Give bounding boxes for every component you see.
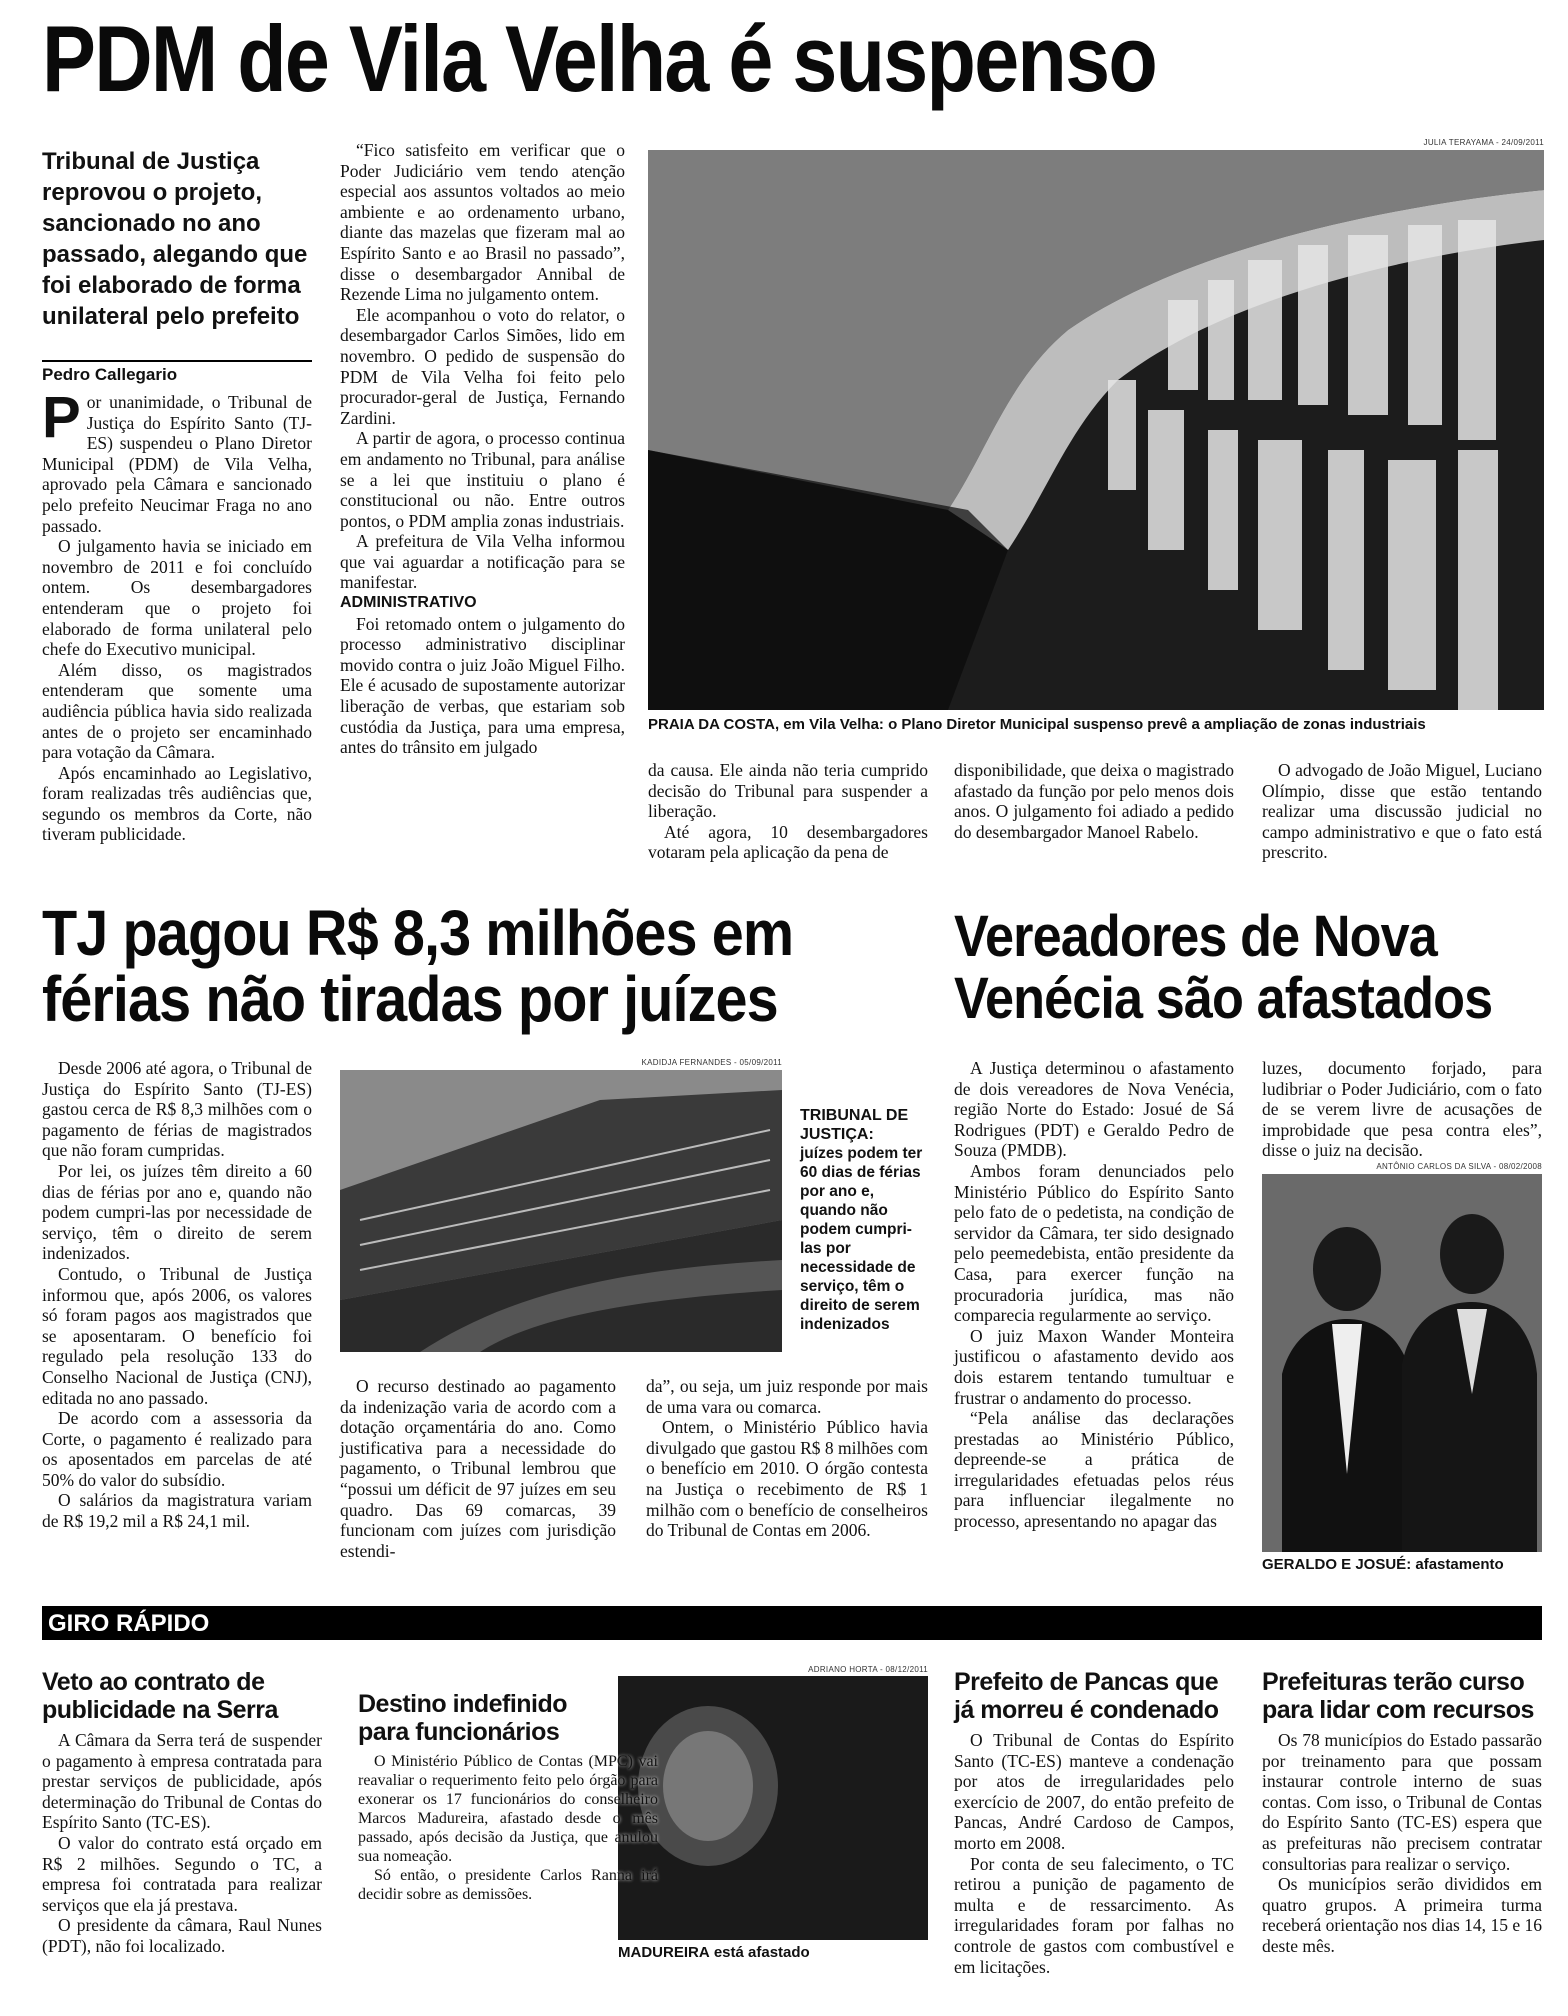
title-line: Prefeituras terão curso bbox=[1262, 1668, 1525, 1696]
paragraph: Foi retomado ontem o julgamento do processo administrativo disciplinar movido contra o juiz João Miguel Filho. Ele é acusado de supostamente autorizar liberação de verbas, que estariam sob custódia da Justiça, para uma empresa, antes do trânsito em julgado bbox=[340, 613, 625, 758]
vereadores-headline bbox=[954, 906, 1512, 1030]
paragraph: Além disso, os magistrados entenderam que somente uma audiência pública havia sido realizada antes de o projeto ser encaminhado para votação da Câmara. bbox=[42, 659, 312, 763]
giro-rapido-bar bbox=[42, 1606, 1542, 1640]
paragraph: O juiz Maxon Wander Monteira justificou o afastamento devido aos dois estarem tentando tumultuar e frustrar o andamento do processo. bbox=[954, 1325, 1234, 1408]
giro-item-4-body bbox=[1262, 1730, 1542, 1957]
vereadores-column-2 bbox=[1262, 1058, 1542, 1161]
ferias-sidebar-caption bbox=[800, 1106, 930, 1334]
section-label: GIRO RÁPIDO bbox=[48, 1610, 210, 1637]
paragraph: A partir de agora, o processo continua em andamento no Tribunal, para análise se a lei que instituiu o plano é constitucional ou não. Entre outros pontos, o PDM amplia zonas industriais. bbox=[340, 428, 625, 531]
photo-credit: ADRIANO HORTA - 08/12/2011 bbox=[808, 1665, 928, 1674]
paragraph: O salários da magistratura variam de R$ 19,2 mil a R$ 24,1 mil. bbox=[42, 1490, 312, 1532]
paragraph: disponibilidade, que deixa o magistrado afastado da função por pelo menos dois anos. O julgamento foi adiado a pedido do desembargador Manoel Rabelo. bbox=[954, 760, 1234, 842]
caption-lead: PRAIA DA COSTA bbox=[648, 716, 775, 733]
deck-line: Tribunal de Justiça bbox=[42, 148, 260, 175]
ferias-column-1 bbox=[42, 1058, 312, 1532]
paragraph: Os 78 municípios do Estado passarão por treinamento para que possam instaurar controle interno de suas contas. Com isso, o Tribunal de Contas do Espírito Santo (TC-ES) espera que as prefeituras não precisem contratar consultorias para realizar o serviço. bbox=[1262, 1730, 1542, 1874]
deck-line: foi elaborado de forma bbox=[42, 272, 301, 299]
paragraph: De acordo com a assessoria da Corte, o pagamento é realizado para os aposentados em parcelas de até 50% do valor do subsídio. bbox=[42, 1408, 312, 1490]
giro-item-2-title bbox=[358, 1690, 658, 1746]
paragraph: O Tribunal de Contas do Espírito Santo (TC-ES) manteve a condenação por atos de irregularidades pelo exercício de 2007, do então prefeito de Pancas, André Cardoso de Campos, morto em 2008. bbox=[954, 1730, 1234, 1853]
sidebar-caption-text: juízes podem ter 60 dias de férias por ano e, quando não podem cumpri-las por necessidade de serviço, têm o direito de serem indenizados bbox=[800, 1145, 923, 1333]
title-line: Destino indefinido bbox=[358, 1690, 568, 1718]
two-men-illustration bbox=[1262, 1174, 1542, 1552]
title-line: Veto ao contrato de bbox=[42, 1668, 265, 1696]
paragraph: Por conta de seu falecimento, o TC retirou a punição de pagamento de multa e de ressarcimento. As irregularidades foram por falhas no controle de gastos com combustível e em licitações. bbox=[954, 1853, 1234, 1977]
paragraph: Ontem, o Ministério Público havia divulgado que gastou R$ 8 milhões com o benefício em 2010. O órgão contesta na Justiça o recebimento de R$ 1 milhão com o benefício de conselheiros do Tribunal de Contas em 2006. bbox=[646, 1417, 928, 1541]
paragraph: O advogado de João Miguel, Luciano Olímpio, disse que estão tentando realizar uma discussão judicial no campo administrativo e que o fato está prescrito. bbox=[1262, 760, 1542, 863]
giro-item-1-body bbox=[42, 1730, 322, 1957]
paragraph: “Fico satisfeito em verificar que o Poder Judiciário vem tendo atenção especial aos assuntos voltados ao meio ambiente e ao ordenamento urbano, diante das mazelas que fizeram mal ao Espírito Santo e ao Brasil no passado”, disse o desembargador Annibal de Rezende Lima no julgamento ontem. bbox=[340, 140, 625, 305]
ferias-column-3 bbox=[646, 1376, 928, 1541]
main-column-1 bbox=[42, 385, 312, 845]
paragraph: da”, ou seja, um juiz responde por mais de uma vara ou comarca. bbox=[646, 1376, 928, 1417]
paragraph: da causa. Ele ainda não teria cumprido decisão do Tribunal para suspender a liberação. bbox=[648, 760, 928, 822]
paragraph: Após encaminhado ao Legislativo, foram realizadas três audiências que, segundo os membros da Corte, não tiveram publicidade. bbox=[42, 762, 312, 845]
deck-line: reprovou o projeto, bbox=[42, 179, 263, 206]
paragraph: A prefeitura de Vila Velha informou que vai aguardar a notificação para se manifestar. bbox=[340, 531, 625, 593]
deck-line: passado, alegando que bbox=[42, 241, 308, 268]
caption-text: , em Vila Velha: o Plano Diretor Municipal suspenso prevê a ampliação de zonas industriais bbox=[774, 716, 1426, 733]
main-column-5 bbox=[1262, 760, 1542, 863]
main-column-2 bbox=[340, 140, 625, 758]
paragraph: Os municípios serão divididos em quatro grupos. A primeira turma receberá orientação nos dias 14, 15 e 16 deste mês. bbox=[1262, 1874, 1542, 1956]
giro-item-4-title bbox=[1262, 1668, 1552, 1724]
paragraph: Contudo, o Tribunal de Justiça informou que, após 2006, os valores só foram pagos aos magistrados que se aposentaram. O benefício foi regulado pela resolução 133 do Conselho Nacional de Justiça (CNJ), editada no ano passado. bbox=[42, 1263, 312, 1408]
vereadores-column-1 bbox=[954, 1058, 1234, 1532]
byline: Pedro Callegario bbox=[42, 360, 312, 385]
tribunal-building-photo bbox=[340, 1070, 782, 1352]
paragraph: luzes, documento forjado, para ludibriar o Poder Judiciário, com o fato de se verem livre de acusações de improbidade que pesa contra eles”, disse o juiz na decisão. bbox=[1262, 1058, 1542, 1161]
giro-item-1-title bbox=[42, 1668, 332, 1724]
title-line: publicidade na Serra bbox=[42, 1696, 278, 1724]
paragraph: O Ministério Público de Contas (MPC) vai reavaliar o requerimento feito pelo órgão para exonerar os 17 funcionários do conselheiro Marcos Madureira, afastado desde o mês passado, após decisão da Justiça, que anulou sua nomeação. bbox=[358, 1753, 658, 1865]
sidebar-caption-lead: TRIBUNAL DE JUSTIÇA: bbox=[800, 1107, 909, 1143]
photo-credit: KADIDJA FERNANDES - 05/09/2011 bbox=[641, 1058, 782, 1067]
headline-line: TJ pagou R$ 8,3 milhões em bbox=[42, 897, 794, 969]
paragraph: A Justiça determinou o afastamento de dois vereadores de Nova Venécia, região Norte do Estado: Josué de Sá Rodrigues (PDT) e Geraldo Pedro de Souza (PMDB). bbox=[954, 1058, 1234, 1161]
caption-text: está afastado bbox=[709, 1944, 810, 1961]
vereadores-photo bbox=[1262, 1174, 1542, 1552]
main-deck bbox=[42, 146, 312, 332]
ferias-headline bbox=[42, 897, 897, 1035]
photo-credit: ANTÔNIO CARLOS DA SILVA - 08/02/2008 bbox=[1376, 1162, 1542, 1171]
headline-line: férias não tiradas por juízes bbox=[42, 963, 778, 1035]
title-line: Prefeito de Pancas que bbox=[954, 1668, 1219, 1696]
paragraph: Ele acompanhou o voto do relator, o desembargador Carlos Simões, lido em novembro. O pedido de suspensão do PDM de Vila Velha foi feito pelo procurador-geral de Justiça, Fernando Zardini. bbox=[340, 304, 625, 428]
paragraph: Ambos foram denunciados pelo Ministério Público do Espírito Santo pelo fato de o pedetista, na condição de servidor da Câmara, ter sido designado pelo peemedebista, então presidente da Casa, para exercer função na procuradoria jurídica, mas não comparecia regularmente ao serviço. bbox=[954, 1160, 1234, 1326]
skyline-illustration bbox=[648, 150, 1544, 710]
headline-line: Venécia são afastados bbox=[954, 966, 1493, 1031]
caption-lead: MADUREIRA bbox=[618, 1944, 710, 1961]
paragraph: Desde 2006 até agora, o Tribunal de Justiça do Espírito Santo (TJ-ES) gastou cerca de R$ 8,3 milhões com o pagamento de férias de magistrados que não foram cumpridas. bbox=[42, 1058, 312, 1161]
paragraph: O recurso destinado ao pagamento da indenização varia de acordo com a dotação orçamentária do ano. Como justificativa para a necessidade do pagamento, o Tribunal lembrou que “possui um déficit de 97 juízes em seu quadro. Das 69 comarcas, 39 funcionam com juízes com jurisdição estendi- bbox=[340, 1376, 616, 1561]
portrait-illustration bbox=[618, 1676, 928, 1940]
paragraph: or unanimidade, o Tribunal de Justiça do Espírito Santo (TJ-ES) suspendeu o Plano Diretor Municipal (PDM) de Vila Velha, aprovado pela Câmara e sancionado pelo prefeito Neucimar Fraga no ano passado. bbox=[42, 392, 312, 536]
paragraph: O presidente da câmara, Raul Nunes (PDT), não foi localizado. bbox=[42, 1915, 322, 1956]
vereadores-photo-caption bbox=[1262, 1556, 1542, 1573]
deck-line: sancionado no ano bbox=[42, 210, 261, 237]
building-illustration bbox=[340, 1070, 782, 1352]
main-column-4 bbox=[954, 760, 1234, 842]
subheading: ADMINISTRATIVO bbox=[340, 594, 477, 612]
main-photo-caption bbox=[648, 716, 1544, 733]
giro-item-3-body bbox=[954, 1730, 1234, 1977]
caption-lead: GERALDO E JOSUÉ: bbox=[1262, 1556, 1412, 1573]
main-headline: PDM de Vila Velha é suspenso bbox=[42, 6, 1156, 111]
paragraph: O valor do contrato está orçado em R$ 2 milhões. Segundo o TC, a empresa foi contratada para realizar serviços que ela já prestava. bbox=[42, 1832, 322, 1915]
photo-credit: JULIA TERAYAMA - 24/09/2011 bbox=[1423, 138, 1544, 147]
madureira-photo bbox=[618, 1676, 928, 1940]
madureira-photo-caption bbox=[618, 1944, 928, 1961]
paragraph: Só então, o presidente Carlos Ranna irá decidir sobre as demissões. bbox=[358, 1867, 658, 1903]
main-column-3 bbox=[648, 760, 928, 863]
paragraph: A Câmara da Serra terá de suspender o pagamento à empresa contratada para prestar serviços de publicidade, após determinação do Tribunal de Contas do Espírito Santo (TC-ES). bbox=[42, 1730, 322, 1833]
paragraph: Até agora, 10 desembargadores votaram pela aplicação da pena de bbox=[648, 821, 928, 863]
giro-item-3-title bbox=[954, 1668, 1244, 1724]
headline-line: Vereadores de Nova bbox=[954, 904, 1437, 969]
deck-line: unilateral pelo prefeito bbox=[42, 303, 300, 330]
title-line: já morreu é condenado bbox=[954, 1696, 1219, 1724]
title-line: para funcionários bbox=[358, 1718, 560, 1746]
drop-cap: P bbox=[42, 385, 81, 450]
ferias-column-2 bbox=[340, 1376, 616, 1561]
paragraph: “Pela análise das declarações prestadas ao Ministério Público, depreende-se a prática de irregularidades efetuadas pelos réus para influenciar ilegalmente no processo, apresentando no apagar das bbox=[954, 1408, 1234, 1532]
caption-text: afastamento bbox=[1411, 1556, 1504, 1573]
title-line: para lidar com recursos bbox=[1262, 1696, 1534, 1724]
city-skyline-photo bbox=[648, 150, 1544, 710]
paragraph: Por lei, os juízes têm direito a 60 dias de férias por ano e, quando não podem cumpri-las por necessidade de serviço, têm o direito de serem indenizados. bbox=[42, 1160, 312, 1264]
giro-item-2-body bbox=[358, 1752, 658, 1904]
paragraph: O julgamento havia se iniciado em novembro de 2011 e foi concluído ontem. Os desembargadores entenderam que o projeto foi elaborado de forma unilateral pelo chefe do Executivo municipal. bbox=[42, 536, 312, 660]
